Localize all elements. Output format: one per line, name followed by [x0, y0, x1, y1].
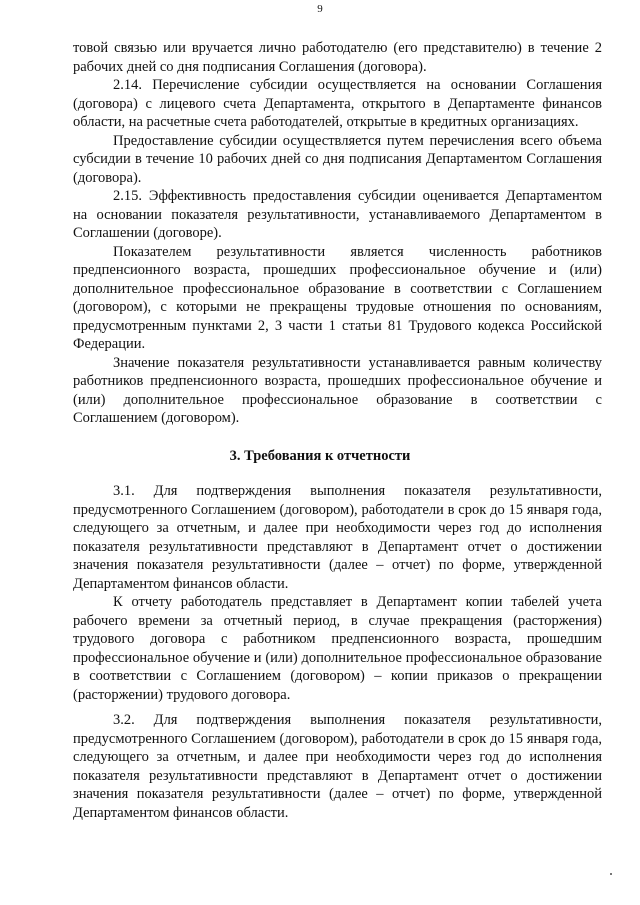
paragraph: 3.1. Для подтверждения выполнения показателя результативности, предусмотренного Соглашением (договором), работодатели в срок до 15 января года, следующего за отчетным, и далее при необходимости через год до исполнения показателя результативности представляют в Департамент отчет о достижении значения показателя результативности (далее – отчет) по форме, утвержденной Департаментом финансов области. [73, 483, 602, 592]
page-number: 9 [317, 3, 323, 15]
paragraph: 3.2. Для подтверждения выполнения показателя результативности, предусмотренного Соглашением (договором), работодатели в срок до 15 января года, следующего за отчетным, и далее при необходимости через год до исполнения показателя результативности представляют в Департамент отчет о достижении значения показателя результативности (далее – отчет) по форме, утвержденной Департаментом финансов области. [73, 712, 602, 821]
paragraph: товой связью или вручается лично работодателю (его представителю) в течение 2 рабочих дней со дня подписания Соглашения (договора). [73, 40, 602, 75]
section-3-item-2 [73, 711, 602, 822]
scan-artifact [610, 873, 612, 875]
section-heading: 3. Требования к отчетности [229, 448, 411, 464]
section-2-continuation [73, 39, 602, 428]
paragraph: Предоставление субсидии осуществляется путем перечисления всего объема субсидии в течение 10 рабочих дней со дня подписания Департаментом Соглашения (договора). [73, 132, 602, 186]
paragraph: К отчету работодатель представляет в Департамент копии табелей учета рабочего времени за отчетный период, в случае прекращения (расторжения) трудового договора с работником предпенсионного возраста, прошедшим профессиональное обучение и (или) дополнительное профессиональное образование в соответствии с Соглашением (договором) – копии приказов о прекращении (расторжении) трудового договора. [73, 594, 602, 703]
paragraph: 2.14. Перечисление субсидии осуществляется на основании Соглашения (договора) с лицевого счета Департамента, открытого в Департаменте финансов области, на расчетные счета работодателей, открытые в кредитных организациях. [73, 77, 602, 130]
paragraph: Значение показателя результативности устанавливается равным количеству работников предпенсионного возраста, прошедших профессиональное обучение и (или) дополнительное профессиональное образование в соответствии с Соглашением (договором). [73, 354, 602, 426]
paragraph: 2.15. Эффективность предоставления субсидии оценивается Департаментом на основании показателя результативности, устанавливаемого Департаментом в Соглашении (договоре). [73, 188, 602, 241]
paragraph: Показателем результативности является численность работников предпенсионного возраста, прошедших профессиональное обучение и (или) дополнительное профессиональное образование в соответствии с Соглашением (договором), с которыми не прекращены трудовые отношения по основаниям, предусмотренным пунктами 2, 3 части 1 статьи 81 Трудового кодекса Российской Федерации. [73, 243, 602, 352]
section-3-body [73, 482, 602, 704]
